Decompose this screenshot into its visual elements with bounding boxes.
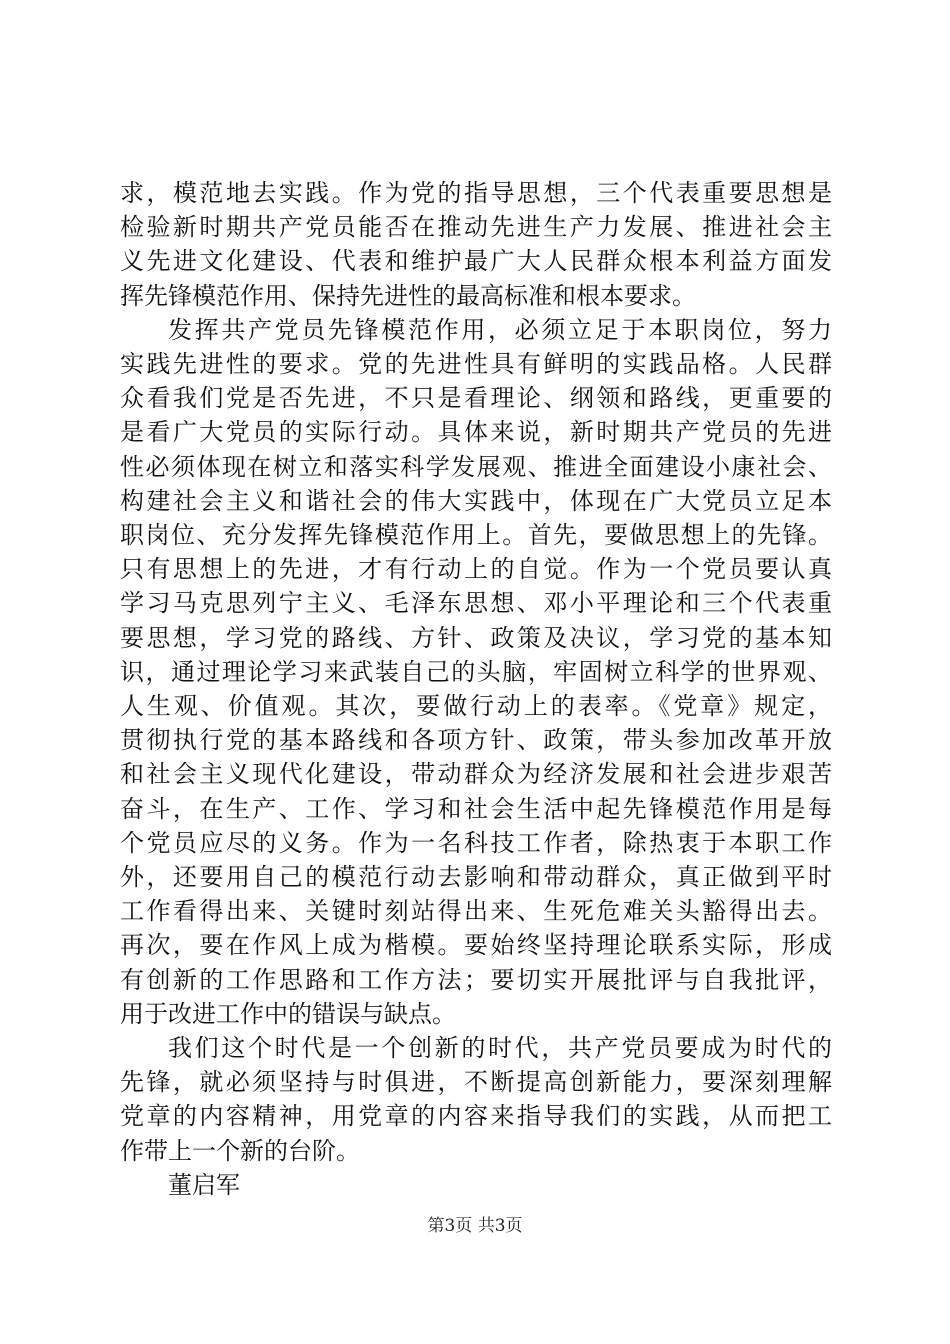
paragraph-line: 检验新时期共产党员能否在推动先进生产力发展、推进社会主 (120, 213, 832, 242)
paragraph-line: 工作看得出来、关键时刻站得出来、生死危难关头豁得出去。 (120, 897, 832, 926)
paragraph-line: 是看广大党员的实际行动。具体来说，新时期共产党员的先进 (120, 418, 832, 447)
paragraph-line: 人生观、价值观。其次，要做行动上的表率。《党章》规定， (120, 692, 832, 720)
page-footer: 第3页 共3页 (427, 1216, 523, 1236)
paragraph-line: 党章的内容精神，用党章的内容来指导我们的实践，从而把工 (120, 1102, 832, 1131)
paragraph-first-line: 我们这个时代是一个创新的时代，共产党员要成为时代的 (168, 1034, 832, 1062)
paragraph-line: 再次，要在作风上成为楷模。要始终坚持理论联系实际，形成 (120, 931, 832, 960)
paragraph-line: 求，模范地去实践。作为党的指导思想，三个代表重要思想是 (120, 179, 832, 207)
paragraph-line: 义先进文化建设、代表和维护最广大人民群众根本利益方面发 (120, 247, 832, 276)
paragraph-line: 性必须体现在树立和落实科学发展观、推进全面建设小康社会、 (120, 452, 832, 481)
paragraph-line: 外，还要用自己的模范行动去影响和带动群众，真正做到平时 (120, 863, 832, 891)
paragraph-line: 有创新的工作思路和工作方法；要切实开展批评与自我批评， (120, 965, 832, 994)
paragraph-line: 作带上一个新的台阶。 (120, 1136, 360, 1165)
paragraph-line: 实践先进性的要求。党的先进性具有鲜明的实践品格。人民群 (120, 350, 832, 378)
paragraph-line: 只有思想上的先进，才有行动上的自觉。作为一个党员要认真 (120, 555, 832, 584)
paragraph-line: 构建社会主义和谐社会的伟大实践中，体现在广大党员立足本 (120, 486, 832, 515)
paragraph-line: 职岗位、充分发挥先锋模范作用上。首先，要做思想上的先锋。 (120, 521, 832, 549)
paragraph-line: 识，通过理论学习来武装自己的头脑，牢固树立科学的世界观、 (120, 657, 832, 686)
paragraph-line: 和社会主义现代化建设，带动群众为经济发展和社会进步艰苦 (120, 760, 832, 789)
paragraph-line: 奋斗，在生产、工作、学习和社会生活中起先锋模范作用是每 (120, 794, 832, 823)
paragraph-line: 贯彻执行党的基本路线和各项方针、政策，带头参加改革开放 (120, 726, 832, 755)
paragraph-line: 先锋，就必须坚持与时俱进，不断提高创新能力，要深刻理解 (120, 1068, 832, 1097)
paragraph-line: 用于改进工作中的错误与缺点。 (120, 999, 456, 1028)
paragraph-line: 要思想，学习党的路线、方针、政策及决议，学习党的基本知 (120, 623, 832, 652)
paragraph-line: 个党员应尽的义务。作为一名科技工作者，除热衷于本职工作 (120, 828, 832, 857)
paragraph-line: 众看我们党是否先进，不只是看理论、纲领和路线，更重要的 (120, 384, 832, 413)
paragraph-first-line: 董启军 (168, 1170, 240, 1199)
paragraph-line: 学习马克思列宁主义、毛泽东思想、邓小平理论和三个代表重 (120, 589, 832, 618)
paragraph-line: 挥先锋模范作用、保持先进性的最高标准和根本要求。 (120, 281, 696, 310)
paragraph-first-line: 发挥共产党员先锋模范作用，必须立足于本职岗位，努力 (168, 315, 832, 344)
